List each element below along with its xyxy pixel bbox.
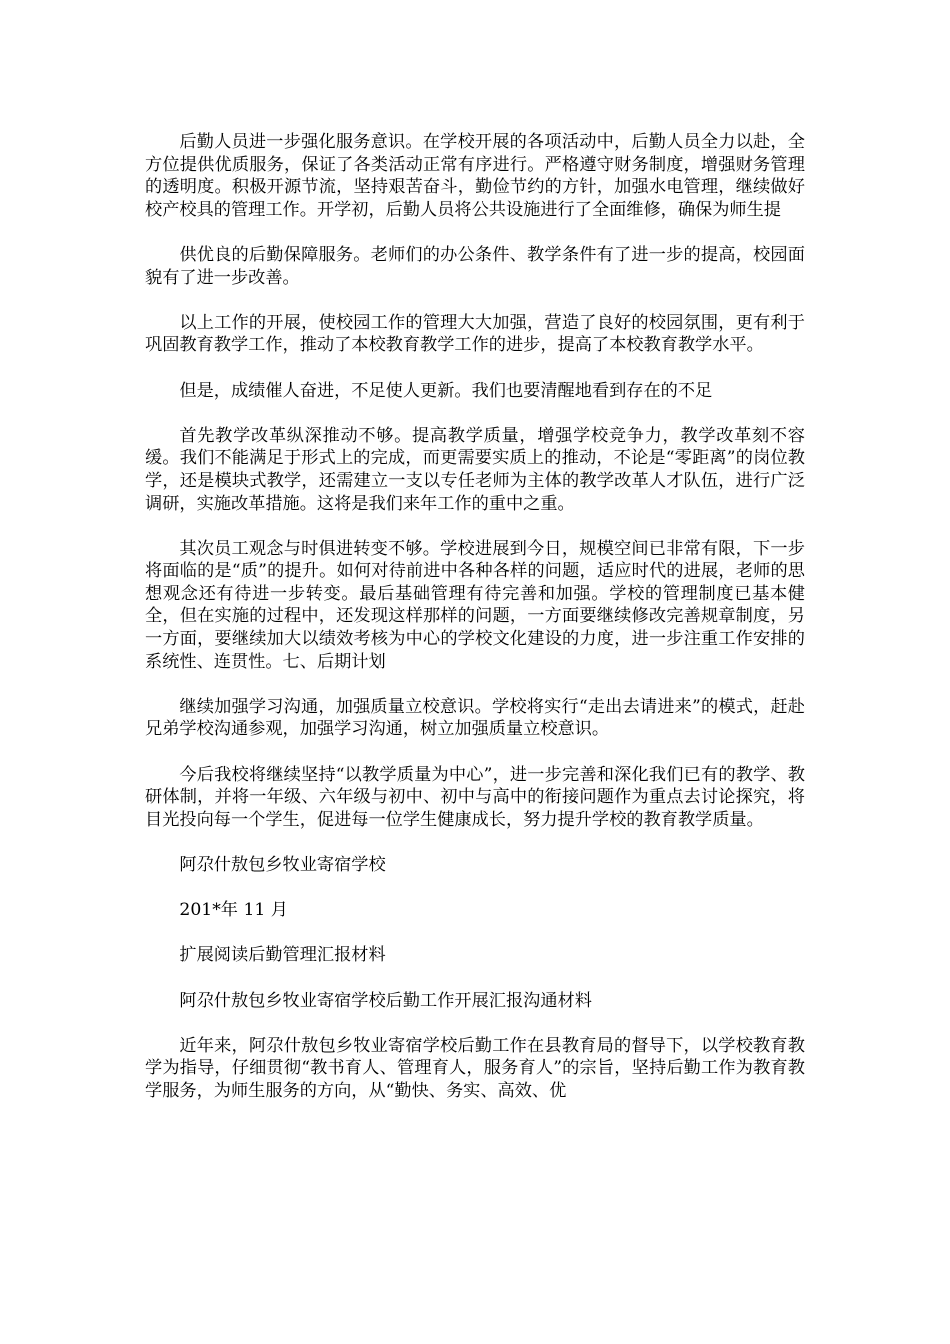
paragraph-logistics-service: 后勤人员进一步强化服务意识。在学校开展的各项活动中，后勤人员全力以赴，全方位提供优质服务，保证了各类活动正常有序进行。严格遵守财务制度，增强财务管理的透明度。积极开源节流，坚持艰苦奋斗，勤俭节约的方针，加强水电管理，继续做好校产校具的管理工作。开学初，后勤人员将公共设施进行了全面维修，确保为师生提 bbox=[145, 132, 805, 220]
report-title: 阿尕什敖包乡牧业寄宿学校后勤工作开展汇报沟通材料 bbox=[179, 990, 592, 1011]
document-body bbox=[145, 131, 805, 1125]
paragraph-management-strengthened: 以上工作的开展，使校园工作的管理大大加强，营造了良好的校园氛围，更有利于巩固教育教学工作，推动了本校教育教学工作的进步，提高了本校教育教学水平。 bbox=[145, 312, 805, 356]
paragraph-support-conditions: 供优良的后勤保障服务。老师们的办公条件、教学条件有了进一步的提高，校园面貌有了进一步改善。 bbox=[145, 244, 805, 288]
extended-reading-heading: 扩展阅读后勤管理汇报材料 bbox=[179, 945, 386, 966]
paragraph-staff-concepts: 其次员工观念与时俱进转变不够。学校进展到今日，规模空间已非常有限，下一步将面临的是“质”的提升。如何对待前进中各种各样的问题，适应时代的进展，老师的思想观念还有待进一步转变。最后基础管理有待完善和加强。学校的管理制度已基本健全，但在实施的过程中，还发现这样那样的问题，一方面要继续修改完善规章制度，另一方面，要继续加大以绩效考核为中心的学校文化建设的力度，进一步注重工作安排的系统性、连贯性。七、后期计划 bbox=[145, 538, 805, 672]
paragraph-teaching-reform: 首先教学改革纵深推动不够。提高教学质量，增强学校竞争力，教学改革刻不容缓。我们不能满足于形式上的完成，而更需要实质上的推动，不论是“零距离”的岗位教学，还是模块式教学，还需建立一支以专任老师为主体的教学改革人才队伍，进行广泛调研，实施改革措施。这将是我们来年工作的重中之重。 bbox=[145, 425, 805, 514]
paragraph-future-plans: 今后我校将继续坚持“以教学质量为中心”，进一步完善和深化我们已有的教学、教研体制，并将一年级、六年级与初中、初中与高中的衔接问题作为重点去讨论探究，将目光投向每一个学生，促进每一位学生健康成长，努力提升学校的教育教学质量。 bbox=[145, 764, 805, 830]
signature-school-name: 阿尕什敖包乡牧业寄宿学校 bbox=[179, 855, 386, 875]
signature-date: 201*年 11 月 bbox=[179, 900, 288, 921]
paragraph-shortcomings-intro: 但是，成绩催人奋进，不足使人更新。我们也要清醒地看到存在的不足 bbox=[179, 380, 713, 401]
paragraph-report-intro: 近年来，阿尕什敖包乡牧业寄宿学校后勤工作在县教育局的督导下，以学校教育教学为指导，仔细贯彻“教书育人、管理育人，服务育人”的宗旨，坚持后勤工作为教育教学服务，为师生服务的方向，从“勤快、务实、高效、优 bbox=[145, 1035, 805, 1101]
paragraph-learning-exchange: 继续加强学习沟通，加强质量立校意识。学校将实行“走出去请进来”的模式，赶赴兄弟学校沟通参观，加强学习沟通，树立加强质量立校意识。 bbox=[145, 696, 805, 740]
